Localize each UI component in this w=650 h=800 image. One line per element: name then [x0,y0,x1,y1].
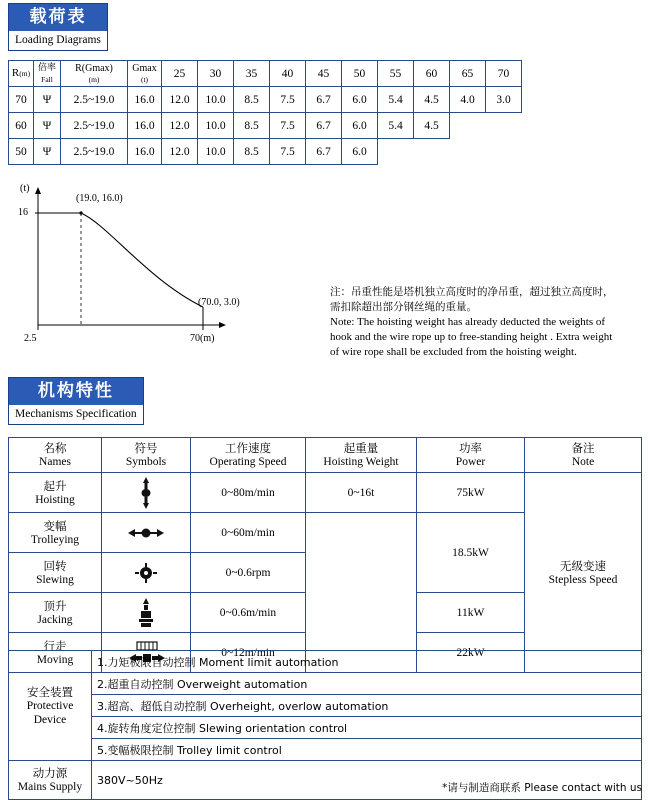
section-header-mechanisms-cn: 机构特性 [9,378,143,405]
mech-note-stepless: 无级变速 Stepless Speed [525,473,642,673]
row0-v9: 3.0 [486,87,522,113]
header-gmax: Gmax (t) [128,61,162,87]
table-row [9,651,642,673]
safety-item-2: 2.超重自动控制 Overweight automation [92,673,642,695]
header-r: R(m) [9,61,34,87]
section-header-mechanisms-en: Mechanisms Specification [9,405,143,424]
table-row [9,113,522,139]
mechanisms-table [8,437,642,673]
load-curve-svg [8,185,258,355]
jacking-icon [102,593,191,633]
mains-supply-value: 380V~50Hz [92,761,642,800]
row1-rgmax: 2.5~19.0 [61,113,128,139]
mech-header-symbols: 符号 Symbols [102,438,191,473]
row2-gmax: 16.0 [128,139,162,165]
row0-v7: 4.5 [414,87,450,113]
safety-table [8,650,642,800]
row2-v4: 6.7 [306,139,342,165]
mains-supply-label: 动力源 Mains Supply [9,761,92,800]
table-row [9,739,642,761]
mech-header-weight: 起重量 Hoisting Weight [306,438,417,473]
row1-v1: 10.0 [198,113,234,139]
note-en-line2: hook and the wire rope up to free-standing height . Extra weight [330,331,613,343]
row1-v7: 4.5 [414,113,450,139]
row0-rgmax: 2.5~19.0 [61,87,128,113]
table-row [9,673,642,695]
row2-v3: 7.5 [270,139,306,165]
row1-v6: 5.4 [378,113,414,139]
note-en-line1: Note: The hoisting weight has already deducted the weights of [330,316,606,328]
mech-row-jacking-power: 11kW [417,593,525,633]
row2-fall: Ψ [34,139,61,165]
row2-v8 [450,139,486,165]
header-fall: 倍率 Fall [34,61,61,87]
row2-v7 [414,139,450,165]
slewing-icon [102,553,191,593]
table-row [9,87,522,113]
note-cn-line2: 需扣除超出部分钢丝绳的重量。 [330,301,477,313]
table-row [9,473,642,513]
safety-item-4: 4.旋转角度定位控制 Slewing orientation control [92,717,642,739]
row2-v5: 6.0 [342,139,378,165]
table-header-row [9,438,642,473]
mech-row-jacking-name: 顶升 Jacking [9,593,102,633]
row0-v8: 4.0 [450,87,486,113]
hoisting-note [330,285,642,360]
mech-row-moving-power: 22kW [417,633,525,673]
row0-gmax: 16.0 [128,87,162,113]
mech-row-slewing-name: 回转 Slewing [9,553,102,593]
row2-v6 [378,139,414,165]
mech-row-slewing-speed: 0~0.6rpm [191,553,306,593]
header-span-40: 40 [270,61,306,87]
mech-row-hoisting-power: 75kW [417,473,525,513]
safety-label: 安全装置 Protective Device [9,651,92,761]
mech-row-jacking-speed: 0~0.6m/min [191,593,306,633]
row1-v5: 6.0 [342,113,378,139]
row2-r: 50 [9,139,34,165]
row2-v9 [486,139,522,165]
row1-gmax: 16.0 [128,113,162,139]
safety-item-1: 1.力矩极限自动控制 Moment limit automation [92,651,642,673]
chart-annotation-end: (70.0, 3.0) [198,297,240,308]
trolleying-icon [102,513,191,553]
safety-item-5: 5.变幅极限控制 Trolley limit control [92,739,642,761]
row0-v6: 5.4 [378,87,414,113]
row1-v9 [486,113,522,139]
mech-row-hoisting-weight: 0~16t [306,473,417,513]
hoisting-icon [102,473,191,513]
mech-row-trolleying-name: 变幅 Trolleying [9,513,102,553]
mech-header-speed: 工作速度 Operating Speed [191,438,306,473]
table-row [9,139,522,165]
note-cn-line1: 注：吊重性能是塔机独立高度时的净吊重，超过独立高度时， [330,286,614,298]
header-span-30: 30 [198,61,234,87]
table-row [9,695,642,717]
row1-fall: Ψ [34,113,61,139]
row0-v0: 12.0 [162,87,198,113]
chart-xtick-max: 70(m) [190,333,215,344]
mech-row-moving-speed: 0~12m/min [191,633,306,673]
mech-row-moving-name: 行走 Moving [9,633,102,673]
note-en-line3: of wire rope shall be excluded from the hoisting weight. [330,346,577,358]
row2-v1: 10.0 [198,139,234,165]
row1-v2: 8.5 [234,113,270,139]
row1-v4: 6.7 [306,113,342,139]
header-rgmax: R(Gmax) (m) [61,61,128,87]
mech-power-merged: 18.5kW [417,513,525,593]
row0-v5: 6.0 [342,87,378,113]
row1-v0: 12.0 [162,113,198,139]
header-span-55: 55 [378,61,414,87]
row1-v8 [450,113,486,139]
safety-item-3: 3.超高、超低自动控制 Overheight, overlow automation [92,695,642,717]
row0-v1: 10.0 [198,87,234,113]
table-row [9,717,642,739]
mech-header-power: 功率 Power [417,438,525,473]
header-span-25: 25 [162,61,198,87]
chart-ylabel: (t) [20,183,30,194]
header-span-60: 60 [414,61,450,87]
table-header-row [9,61,522,87]
row1-v3: 7.5 [270,113,306,139]
row0-v4: 6.7 [306,87,342,113]
section-header-loading-en: Loading Diagrams [9,31,107,50]
loading-table [8,60,522,165]
load-curve-chart [8,185,258,355]
chart-ytick-16: 16 [18,207,28,218]
row1-r: 60 [9,113,34,139]
mech-row-trolleying-speed: 0~60m/min [191,513,306,553]
header-span-45: 45 [306,61,342,87]
header-span-50: 50 [342,61,378,87]
mech-header-names: 名称 Names [9,438,102,473]
row2-v0: 12.0 [162,139,198,165]
mech-header-note: 备注 Note [525,438,642,473]
header-span-35: 35 [234,61,270,87]
mech-weight-blank [306,513,417,673]
row2-v2: 8.5 [234,139,270,165]
row0-v2: 8.5 [234,87,270,113]
section-header-loading [8,3,108,51]
row2-rgmax: 2.5~19.0 [61,139,128,165]
chart-annotation-peak: (19.0, 16.0) [76,193,123,204]
header-span-65: 65 [450,61,486,87]
section-header-loading-cn: 载荷表 [9,4,107,31]
mech-row-hoisting-speed: 0~80m/min [191,473,306,513]
row0-r: 70 [9,87,34,113]
section-header-mechanisms [8,377,144,425]
chart-xtick-min: 2.5 [24,333,37,344]
row0-fall: Ψ [34,87,61,113]
row0-v3: 7.5 [270,87,306,113]
header-span-70: 70 [486,61,522,87]
footer-contact-note: *请与制造商联系 Please contact with us [442,782,642,794]
mech-row-hoisting-name: 起升 Hoisting [9,473,102,513]
